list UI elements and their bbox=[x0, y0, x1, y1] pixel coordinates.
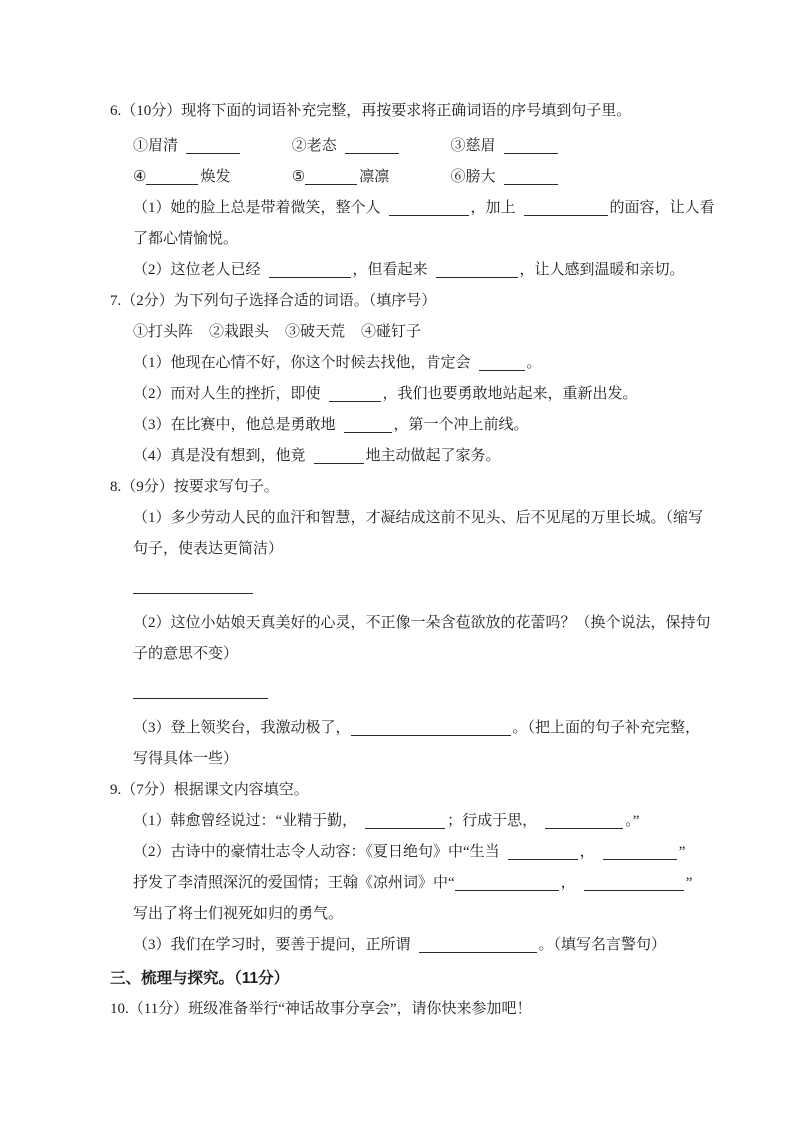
q8-item-2-line-2: 子的意思不变） bbox=[133, 646, 239, 662]
q9-item-3: （3）我们在学习时，要善于提问，正所谓 。（填写名言警句） bbox=[133, 937, 667, 953]
q6-item-2: （2）这位老人已经 ，但看起来 ，让人感到温暖和亲切。 bbox=[133, 262, 685, 278]
q6-word-item-6 bbox=[451, 162, 606, 193]
q10-header: 10.（11分）班级准备举行“神话故事分享会”，请你快来参加吧！ bbox=[110, 1001, 532, 1017]
q6-word-item-4 bbox=[133, 162, 288, 193]
answer-blank[interactable] bbox=[351, 723, 511, 736]
q7-item-1: （1）他现在心情不好，你这个时候去找他，肯定会 。 bbox=[133, 355, 542, 371]
q6-word-item-2 bbox=[292, 131, 447, 162]
answer-blank[interactable] bbox=[504, 172, 558, 185]
answer-blank[interactable] bbox=[389, 203, 469, 216]
word-label: 凛凛 bbox=[359, 169, 390, 185]
section-3-heading: 三、梳理与探究。（11分） bbox=[110, 970, 290, 987]
q7-header: 7.（2分）为下列句子选择合适的词语。（填序号） bbox=[110, 293, 437, 309]
answer-blank[interactable] bbox=[524, 203, 608, 216]
q9-item-2-line-1: （2）古诗中的豪情壮志令人动容：《夏日绝句》中“生当 ， ” bbox=[133, 844, 686, 860]
q8-item-2-line-1: （2）这位小姑娘天真美好的心灵，不正像一朵含苞欲放的花蕾吗？（换个说法，保持句 bbox=[133, 615, 711, 631]
answer-blank[interactable] bbox=[508, 847, 578, 860]
q6-item-1-line-1: （1）她的脸上总是带着微笑，整个人 ，加上 的面容，让人看 bbox=[133, 200, 715, 216]
q6-word-row-2 bbox=[110, 162, 737, 193]
answer-blank[interactable] bbox=[455, 878, 559, 891]
q7-item-3: （3）在比赛中，他总是勇敢地 ，第一个冲上前线。 bbox=[133, 417, 529, 433]
q7-word-list bbox=[110, 317, 737, 348]
q6-word-item-3 bbox=[451, 131, 606, 162]
q7-word-1: ①打头阵 bbox=[133, 324, 194, 340]
q7-word-4: ④碰钉子 bbox=[361, 324, 422, 340]
answer-blank[interactable] bbox=[314, 451, 364, 464]
q9-header: 9.（7分）根据课文内容填空。 bbox=[110, 782, 309, 798]
answer-blank[interactable] bbox=[603, 847, 677, 860]
q6-header: 6.（10分）现将下面的词语补充完整，再按要求将正确词语的序号填到句子里。 bbox=[110, 103, 632, 119]
answer-blank[interactable] bbox=[305, 172, 357, 185]
q6-word-item-1 bbox=[133, 131, 288, 162]
answer-blank[interactable] bbox=[133, 581, 253, 594]
q8-item-2-answer-line bbox=[110, 676, 737, 707]
word-label: ①眉清 bbox=[133, 138, 179, 154]
word-label: 焕发 bbox=[200, 169, 231, 185]
answer-blank[interactable] bbox=[344, 420, 392, 433]
answer-blank[interactable] bbox=[146, 172, 198, 185]
answer-blank[interactable] bbox=[545, 816, 623, 829]
q8-item-1-answer-line bbox=[110, 571, 737, 602]
q7-word-2: ②栽跟头 bbox=[209, 324, 270, 340]
q8-item-3-line-1: （3）登上领奖台，我激动极了， 。（把上面的句子补充完整， bbox=[133, 720, 701, 736]
answer-blank[interactable] bbox=[436, 265, 518, 278]
q6-word-row-1 bbox=[110, 131, 737, 162]
q9-item-1: （1）韩愈曾经说过：“业精于勤， ；行成于思， 。” bbox=[133, 813, 640, 829]
q7-item-2: （2）而对人生的挫折，即使 ，我们也要勇敢地站起来，重新出发。 bbox=[133, 386, 638, 402]
q9-item-2-line-3: 写出了将士们视死如归的勇气。 bbox=[133, 906, 344, 922]
q9-item-2-line-2: 抒发了李清照深沉的爱国情；王翰《凉州词》中“ ， ” bbox=[133, 875, 693, 891]
q8-header: 8.（9分）按要求写句子。 bbox=[110, 479, 279, 495]
answer-blank[interactable] bbox=[365, 816, 445, 829]
answer-blank[interactable] bbox=[504, 141, 558, 154]
q7-word-3: ③破天荒 bbox=[285, 324, 346, 340]
q8-item-3-line-2: 写得具体一些） bbox=[133, 751, 239, 767]
q6-item-1-line-2: 了都心情愉悦。 bbox=[133, 231, 239, 247]
answer-blank[interactable] bbox=[479, 358, 525, 371]
q6-word-item-5 bbox=[292, 162, 447, 193]
word-label: ⑤ bbox=[291, 169, 306, 185]
word-label: ②老态 bbox=[291, 138, 337, 154]
answer-blank[interactable] bbox=[329, 389, 381, 402]
answer-blank[interactable] bbox=[584, 878, 684, 891]
word-label: ③慈眉 bbox=[450, 138, 496, 154]
answer-blank[interactable] bbox=[419, 940, 537, 953]
word-label: ⑥膀大 bbox=[450, 169, 496, 185]
answer-blank[interactable] bbox=[345, 141, 399, 154]
q8-item-1-line-2: 句子，使表达更简洁） bbox=[133, 541, 284, 557]
q8-item-1-line-1: （1）多少劳动人民的血汗和智慧，才凝结成这前不见头、后不见尾的万里长城。（缩写 bbox=[133, 510, 704, 526]
answer-blank[interactable] bbox=[269, 265, 351, 278]
answer-blank[interactable] bbox=[133, 686, 268, 699]
word-label: ④ bbox=[133, 169, 147, 185]
answer-blank[interactable] bbox=[186, 141, 240, 154]
q7-item-4: （4）真是没有想到，他竟 地主动做起了家务。 bbox=[133, 448, 501, 464]
